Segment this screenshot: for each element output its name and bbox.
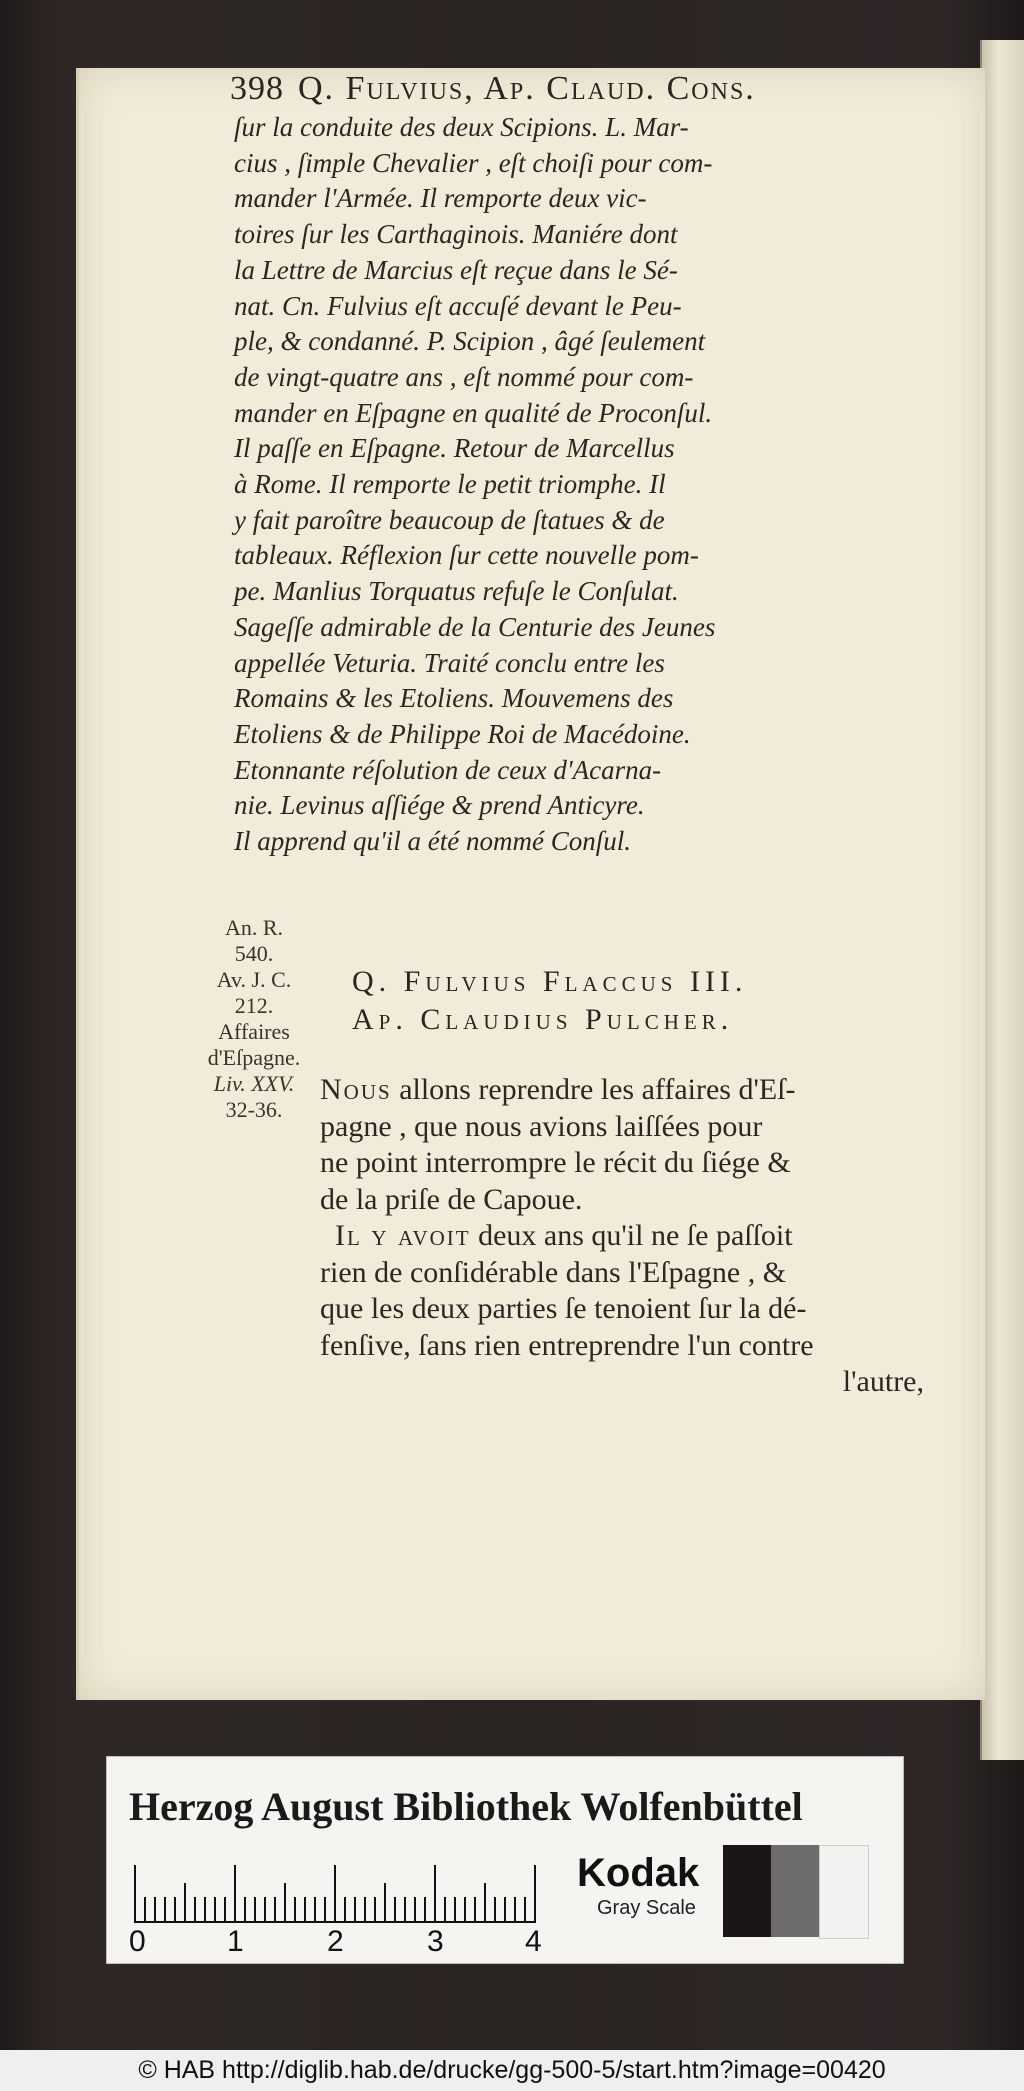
summary-line: appellée Veturia. Traité conclu entre les — [234, 647, 665, 678]
library-name: Herzog August Bibliothek Wolfenbüttel — [129, 1784, 803, 1829]
catchword: l'autre, — [842, 1365, 924, 1398]
consul-line-2: Ap. Claudius Pulcher. — [352, 1003, 734, 1036]
ruler-number-3: 3 — [427, 1925, 444, 1958]
summary-line: pe. Manlius Torquatus refuſe le Conſulat. — [234, 576, 679, 607]
summary-line: à Rome. Il remporte le petit triomphe. Il — [234, 469, 666, 500]
ruler-number-0: 0 — [129, 1925, 146, 1958]
paragraph-2-line-3: que les deux parties ſe tenoient ſur la dé- — [320, 1292, 807, 1325]
chapter-summary — [234, 110, 894, 860]
summary-line: Sageſſe admirable de la Centurie des Jeunes — [234, 611, 716, 642]
summary-line: tableaux. Réflexion ſur cette nouvelle pom- — [234, 540, 699, 571]
margin-note — [184, 915, 324, 1123]
paragraph-2-text: deux ans qu'il ne ſe paſſoit — [478, 1219, 793, 1252]
summary-line: cius , ſimple Chevalier , eſt choiſi pour com- — [234, 147, 713, 178]
summary-line: nat. Cn. Fulvius eſt accuſé devant le Peu- — [234, 290, 682, 321]
summary-line: Il apprend qu'il a été nommé Conſul. — [234, 826, 631, 857]
summary-line: nie. Levinus aſſiége & prend Anticyre. — [234, 790, 645, 821]
gray-scale-label: Gray Scale — [597, 1897, 696, 1919]
page-number: 398 — [230, 70, 284, 107]
summary-line: Il paſſe en Eſpagne. Retour de Marcellus — [234, 433, 675, 464]
gray-swatch-dark — [723, 1845, 771, 1937]
year-rome-value: 540. — [234, 941, 274, 966]
summary-line: mander l'Armée. Il remporte deux vic- — [234, 183, 647, 214]
paragraph-1-line-1 — [320, 1072, 924, 1109]
source-reference: Liv. XXV. — [213, 1071, 295, 1096]
paragraph-2-line-4: fenſive, ſans rien entreprendre l'un contre — [320, 1328, 814, 1362]
paragraph-2-line-2: rien de conſidérable dans l'Eſpagne , & — [320, 1255, 787, 1289]
summary-line: Etoliens & de Philippe Roi de Macédoine. — [234, 718, 691, 749]
consuls-heading — [352, 963, 922, 1039]
gray-swatch-light — [819, 1845, 869, 1939]
summary-line: de vingt-quatre ans , eſt nommé pour com- — [234, 361, 694, 392]
paragraph-2-line-1 — [320, 1218, 924, 1255]
ruler-number-4: 4 — [525, 1925, 542, 1958]
ruler-number-2: 2 — [327, 1925, 344, 1958]
ruler-scale — [133, 1863, 553, 1923]
year-christ-label: Av. J. C. — [216, 967, 292, 992]
facing-page-edge — [980, 40, 1024, 1760]
year-christ-value: 212. — [234, 993, 274, 1018]
summary-line: la Lettre de Marcius eſt reçue dans le Sé- — [234, 254, 678, 285]
source-range: 32-36. — [225, 1097, 283, 1122]
summary-line: Romains & les Etoliens. Mouvemens des — [234, 683, 674, 714]
gray-swatch-mid — [771, 1845, 819, 1937]
summary-line: Etonnante réſolution de ceux d'Acarna- — [234, 754, 662, 785]
summary-line: mander en Eſpagne en qualité de Proconſul. — [234, 397, 713, 428]
kodak-logo: Kodak — [577, 1851, 700, 1895]
body-text — [320, 1072, 924, 1401]
topic-line-1: Affaires — [218, 1019, 290, 1044]
ruler-number-1: 1 — [227, 1925, 244, 1958]
summary-line: ſur la conduite des deux Scipions. L. Mar- — [234, 112, 689, 142]
summary-line: toires ſur les Carthaginois. Maniére dont — [234, 219, 678, 250]
year-rome-label: An. R. — [224, 915, 284, 940]
consul-line-1: Q. Fulvius Flaccus III. — [352, 965, 748, 998]
color-calibration-card — [106, 1756, 904, 1964]
paragraph-2-lead: Il y avoit — [335, 1219, 471, 1252]
paragraph-1-line-4: de la priſe de Capoue. — [320, 1182, 583, 1216]
running-title: Q. Fulvius, Ap. Claud. Cons. — [298, 70, 756, 107]
paragraph-1-line-2: pagne , que nous avions laiſſées pour — [320, 1109, 763, 1143]
summary-line: ple, & condanné. P. Scipion , âgé ſeulement — [234, 326, 706, 357]
copyright-footer: © HAB http://diglib.hab.de/drucke/gg-500-5/start.htm?image=00420 — [0, 2050, 1024, 2091]
paragraph-1-text: allons reprendre les affaires d'Eſ- — [399, 1073, 796, 1106]
summary-line: y fait paroître beaucoup de ſtatues & de — [234, 504, 665, 535]
paragraph-1-line-3: ne point interrompre le récit du ſiége & — [320, 1146, 791, 1179]
paragraph-1-lead: Nous — [320, 1073, 392, 1106]
running-head — [230, 70, 890, 108]
topic-line-2: d'Eſpagne. — [207, 1045, 301, 1070]
